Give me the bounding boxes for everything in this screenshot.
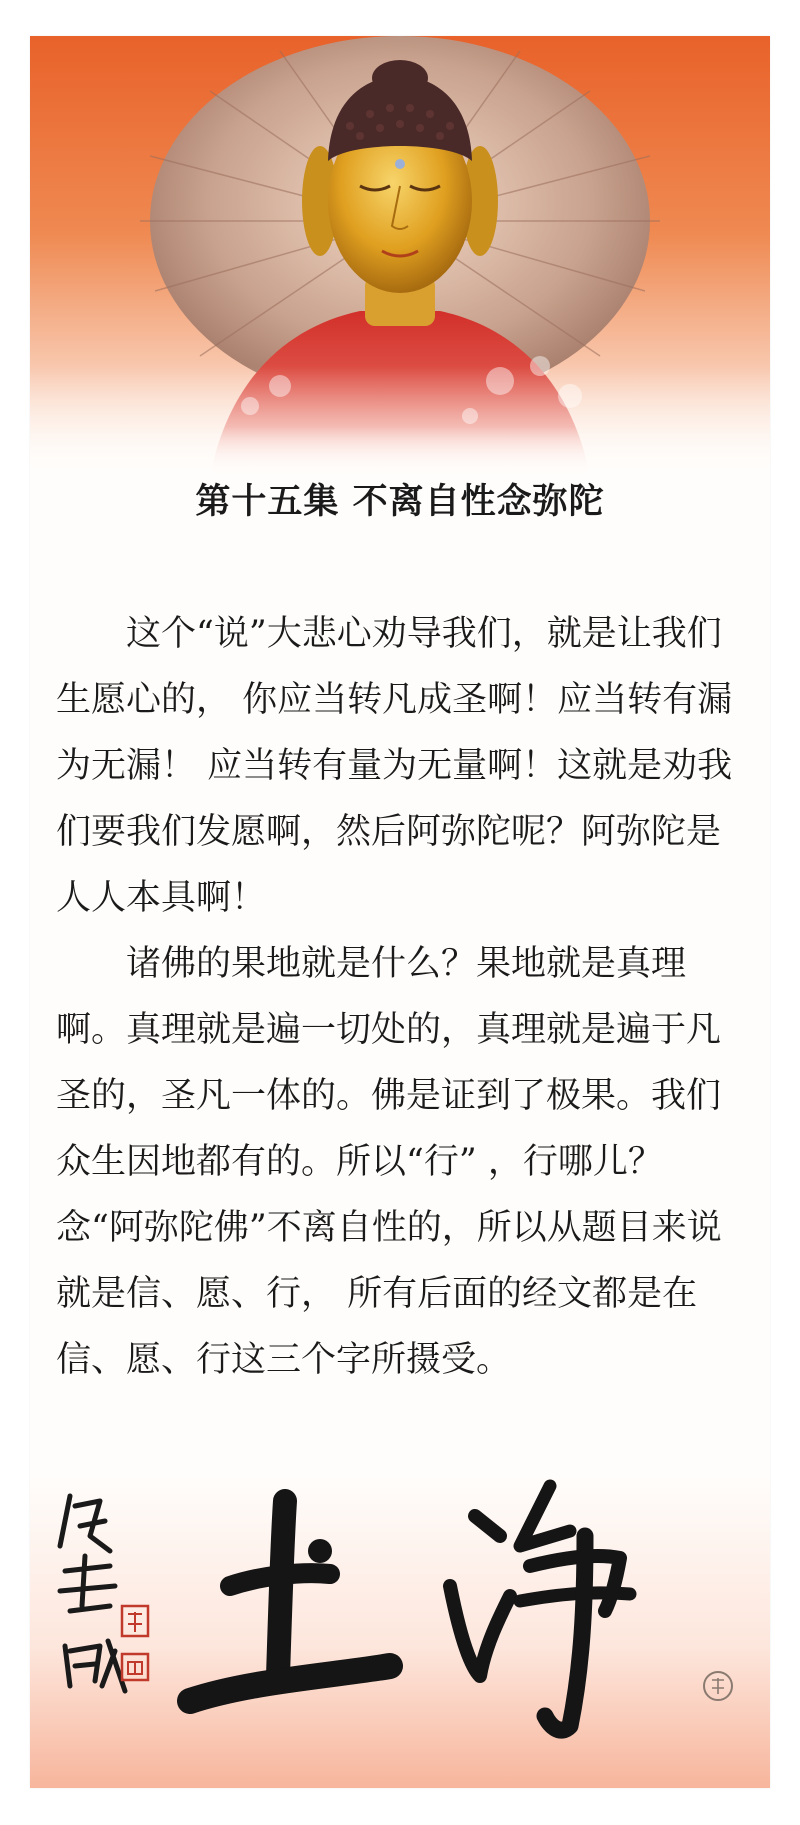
body-text bbox=[56, 601, 746, 1393]
buddha-banner bbox=[30, 36, 770, 476]
poster-card bbox=[30, 36, 770, 1788]
buddha-image bbox=[30, 36, 770, 476]
calligraphy-image bbox=[30, 1476, 770, 1788]
calligraphy-footer bbox=[30, 1476, 770, 1788]
paragraph-1: 这个“说”大悲心劝导我们，就是让我们生愿心的， 你应当转凡成圣啊！应当转有漏为无漏！ 应当转有量为无量啊！这就是劝我们要我们发愿啊，然后阿弥陀呢？阿弥陀是人人本具啊！ bbox=[56, 614, 733, 918]
episode-title: 第十五集 不离自性念弥陀 bbox=[195, 481, 605, 522]
paragraph-2: 诸佛的果地就是什么？果地就是真理啊。真理就是遍一切处的，真理就是遍于凡圣的，圣凡一体的。佛是证到了极果。我们众生因地都有的。所以“行” ，行哪儿？念“阿弥陀佛”不离自性的，所以从题目来说就是信、愿、行， 所有后面的经文都是在信、愿、行这三个字所摄受。 bbox=[56, 944, 722, 1380]
